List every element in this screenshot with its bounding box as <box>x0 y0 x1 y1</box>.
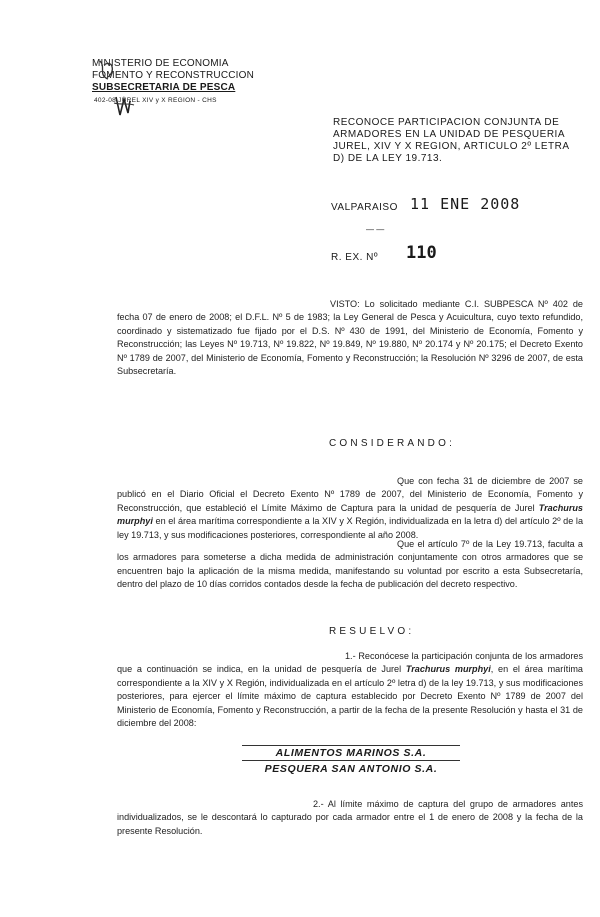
resuelvo-paragraph-2: 2.- Al límite máximo de captura del grupo de armadores antes individualizados, se le descontará lo capturado por cada armador entre el 1 de enero de 2008 y la fecha de la presente Resolución. <box>117 799 583 836</box>
visto-text: Lo solicitado mediante C.I. SUBPESCA Nº 402 de fecha 07 de enero de 2008; el D.F.L. Nº 5 de 1983; la Ley General de Pesca y Acuicultura, cuyo texto refundido, coordinado y sistematizado fue fijado por el D.S. Nº 430 de 1991, del Ministerio de Economía, Fomento y Reconstrucción; las Leyes Nº 19.713, Nº 19.822, Nº 19.849, Nº 19.880, Nº 20.174 y Nº 20.175; el Decreto Exento Nº 1789 de 2007, del Ministerio de Economía, Fomento y Reconstrucción; la Resolución Nº 3296 de 2007, de esta Subsecretaría. <box>117 299 583 377</box>
ministry-line-2: FOMENTO Y RECONSTRUCCION <box>92 70 255 81</box>
species-name: Trachurus murphyi <box>405 664 491 675</box>
ministry-line-1: MINISTERIO DE ECONOMIA <box>92 58 229 69</box>
resolution-label: R. EX. Nº <box>331 252 379 263</box>
resuelvo-item-1-number: 1.- <box>345 651 356 661</box>
internal-reference: 402-08 JUREL XIV y X REGION - CHS <box>94 97 217 104</box>
visto-label: VISTO: <box>330 299 360 309</box>
subject-text: RECONOCE PARTICIPACION CONJUNTA DE ARMADORES EN LA UNIDAD DE PESQUERIA JUREL, XIV Y X REGION, ARTICULO 2º LETRA D) DE LA LEY 19.713. <box>333 117 569 164</box>
considerando-heading: CONSIDERANDO: <box>329 438 456 449</box>
resolution-number: 110 <box>406 243 437 263</box>
resuelvo-paragraph-1: 1.- Reconócese la participación conjunta de los armadores que a continuación se indica, en la unidad de pesquería de Jurel Trachurus murphyi, en el área marítima correspondiente a la XIV y X Región, individualizada en el artículo 2º letra d) de la ley 19.713, y sus modificaciones posteriores, para ejercer el límite máximo de captura establecido por Decreto Exento Nº 1789 de 2007 del Ministerio de Economía, Fomento y Reconstrucción, a partir de la fecha de la presente Resolución y hasta el 31 de diciembre del 2008: <box>117 651 583 729</box>
date-stamp: 11 ENE 2008 <box>410 195 521 213</box>
species-name: Trachurus murphyi <box>117 502 583 527</box>
separator-mark: — — <box>366 225 385 234</box>
company-list <box>242 745 460 776</box>
office-name: SUBSECRETARIA DE PESCA <box>92 82 236 93</box>
resuelvo-item-2-number: 2.- <box>313 799 324 809</box>
company-1: ALIMENTOS MARINOS S.A. <box>275 747 427 759</box>
company-2: PESQUERA SAN ANTONIO S.A. <box>242 760 460 776</box>
place-label: VALPARAISO <box>331 202 398 213</box>
handwritten-initials-mark <box>94 57 140 119</box>
visto-paragraph <box>117 298 583 378</box>
considerando-paragraph-2: Que el artículo 7º de la Ley 19.713, faculta a los armadores para someterse a dicha medida de administración conjuntamente con otros armadores que se encuentren bajo la aplicación de la misma medida, manifestando su voluntad por escrito a esta Subsecretaría, dentro del plazo de 10 días corridos contados desde la fecha de publicación del decreto respectivo. <box>117 539 583 590</box>
considerando-paragraph-1: Que con fecha 31 de diciembre de 2007 se publicó en el Diario Oficial el Decreto Exento Nº 1789 de 2007, del Ministerio de Economía, Fomento y Reconstrucción, que estableció el Límite Máximo de Captura para la unidad de pesquería de Jurel Trachurus murphyi en el área marítima correspondiente a la XIV y X Región, individualizada en la letra d) del artículo 2º de la ley 19.713, y sus modificaciones posteriores, correspondiente al año 2008. <box>117 476 583 540</box>
resuelvo-heading: RESUELVO: <box>329 626 415 637</box>
